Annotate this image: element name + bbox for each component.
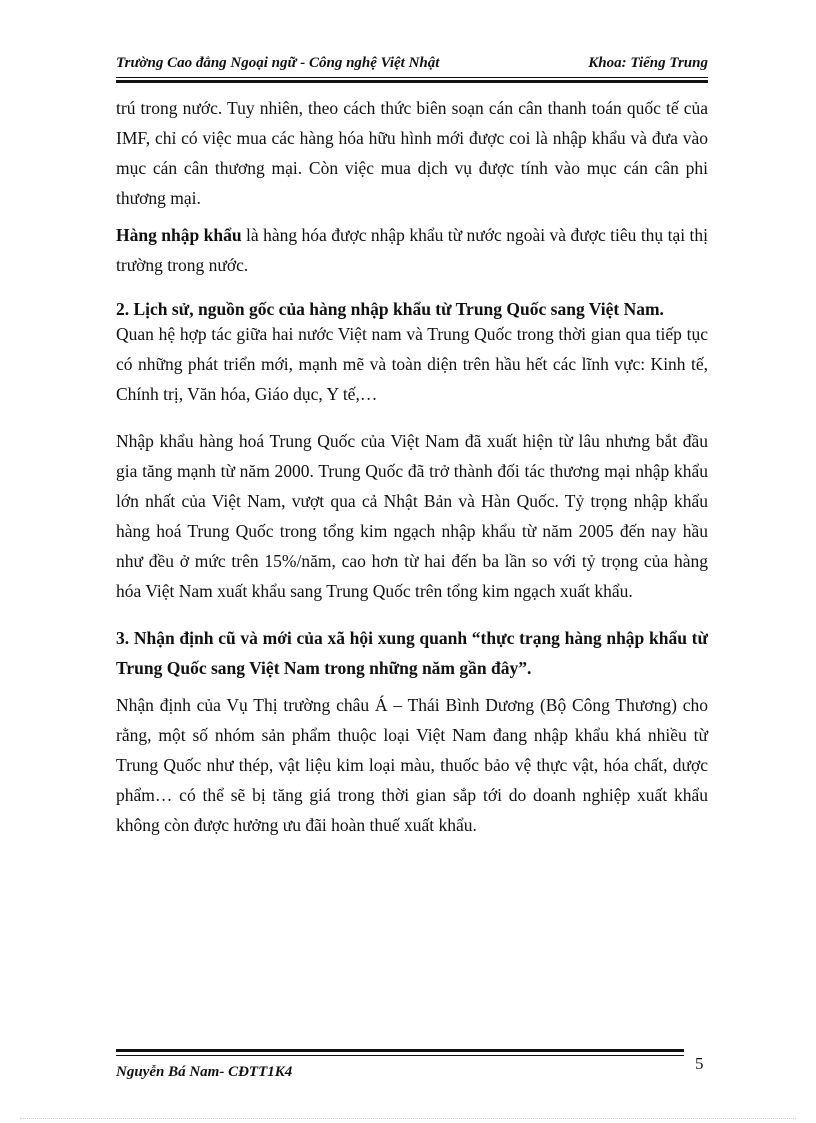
paragraph-3: Quan hệ hợp tác giữa hai nước Việt nam và Trung Quốc trong thời gian qua tiếp tục có những phát triển mới, mạnh mẽ và toàn diện trên hầu hết các lĩnh vực: Kinh tế, Chính trị, Văn hóa, Giáo dục, Y tế,…: [116, 324, 708, 404]
paragraph-2: [116, 220, 708, 280]
header-school: Trường Cao đẳng Ngoại ngữ - Công nghệ Việt Nhật: [116, 55, 440, 71]
paragraph-1: trú trong nước. Tuy nhiên, theo cách thức biên soạn cán cân thanh toán quốc tế của IMF, chỉ có việc mua các hàng hóa hữu hình mới được coi là nhập khẩu và đưa vào mục cán cân thương mại. Còn việc mua dịch vụ được tính vào mục cán cân phi thương mại.: [116, 98, 708, 208]
header-department: Khoa: Tiếng Trung: [588, 55, 708, 71]
footer-author: Nguyễn Bá Nam- CĐTT1K4: [116, 1064, 293, 1080]
paragraph-2-term: Hàng nhập khẩu: [116, 225, 242, 245]
paragraph-5: Nhận định của Vụ Thị trường châu Á – Thái Bình Dương (Bộ Công Thương) cho rằng, một số nhóm sản phẩm thuộc loại Việt Nam đang nhập khẩu khá nhiều từ Trung Quốc như thép, vật liệu kim loại màu, thuốc bảo vệ thực vật, hóa chất, dược phẩm… có thể sẽ bị tăng giá trong thời gian sắp tới do doanh nghiệp xuất khẩu không còn được hưởng ưu đãi hoàn thuế xuất khẩu.: [116, 695, 708, 835]
page-edge-dotted-line: [20, 1118, 796, 1119]
paragraph-2-text: là hàng hóa được nhập khẩu từ nước ngoài và được tiêu thụ tại thị trường trong nước.: [116, 225, 708, 275]
header-rule-thin: [116, 77, 708, 78]
paragraph-4: Nhập khẩu hàng hoá Trung Quốc của Việt Nam đã xuất hiện từ lâu nhưng bắt đầu gia tăng mạnh từ năm 2000. Trung Quốc đã trở thành đối tác thương mại nhập khẩu lớn nhất của Việt Nam, vượt qua cả Nhật Bản và Hàn Quốc. Tỷ trọng nhập khẩu hàng hoá Trung Quốc trong tổng kim ngạch nhập khẩu từ năm 2005 đến nay hầu như đều ở mức trên 15%/năm, cao hơn từ hai đến ba lần so với tỷ trọng của hàng hóa Việt Nam xuất khẩu sang Trung Quốc trên tổng kim ngạch xuất khẩu.: [116, 431, 708, 601]
footer-rule-thin: [116, 1055, 684, 1056]
section-heading-3: 3. Nhận định cũ và mới của xã hội xung quanh “thực trạng hàng nhập khẩu từ Trung Quốc sang Việt Nam trong những năm gần đây”.: [116, 628, 708, 678]
section-heading-2: 2. Lịch sử, nguồn gốc của hàng nhập khẩu từ Trung Quốc sang Việt Nam.: [116, 299, 664, 319]
document-body: [116, 93, 708, 840]
header-rule-thick: [116, 80, 708, 83]
footer-rule-thick: [116, 1049, 684, 1052]
page-number: 5: [695, 1054, 704, 1073]
